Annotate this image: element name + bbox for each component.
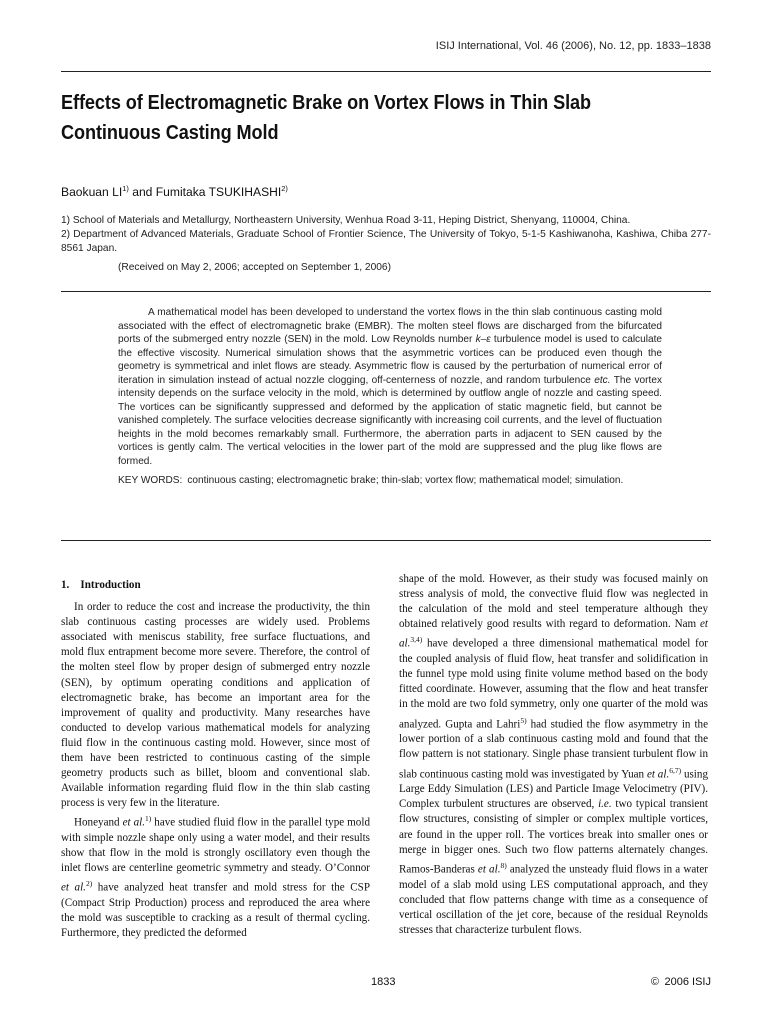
header-rule [61,71,711,72]
p2-part-a: Honeyand [74,817,123,830]
authors-and: and [128,185,156,200]
author-1-affil-mark: 1) [122,184,129,193]
et-al: et al. [477,863,501,876]
et-al: et al. [399,618,708,651]
right-column [399,572,708,938]
abstract-bottom-rule [61,540,711,541]
k-epsilon: k–ε [475,334,491,346]
p3-part-b: have developed a three dimensional mathematical model for the coupled analysis of fluid flow, heat transfer and solidification in the funnel type mold using finite volume method based on the body fitted coordinate. However, assuming that the flow and heat transfer in the mold are two fold symmetry, only one quarter of the mold was analyzed. Gupta and Lahri [399,638,708,731]
citation-3-4: 3,4) [410,635,423,645]
p2-part-c: have analyzed heat transfer and mold stress for the CSP (Compact Strip Production) process and reproduced the area where the mold was susceptible to cracking as a result of thermal cycling. Furthermore, they predicted the deformed [61,882,370,940]
affiliation-2: 2) Department of Advanced Materials, Graduate School of Frontier Science, The University of Tokyo, 5-1-5 Kashiwanoha, Kashiwa, Chiba 277-8561 Japan. [61,229,711,255]
page-number: 1833 [371,976,396,988]
p3-part-c: had studied the flow asymmetry in the lower portion of a slab continuous casting mold and found that the flow pattern is not stationary. Single phase transient turbulent flow in slab continuous casting mold was investigated by Yuan [399,718,708,781]
author-2: Fumitaka TSUKIHASHI [155,185,282,200]
intro-paragraph-1: In order to reduce the cost and increase the productivity, the thin slab continuous casting processes are widely used. Problems associated with meniscus stability, free surface fluctuations, and mold flux entrapment become more severe. Therefore, the control of the molten steel flow by proper design of submerged entry nozzle (SEN), by optimum operating conditions and application of electromagnetic brake, has become an important area for the improvement of quality and productivity. Many researches have conducted to develop various mathematical models for analyzing fluid flow in the continuous casting mold. However, since most of them have been restricted to continuous casting of the simple geometry products such as billet, bloom and conventional slab. Available information regarding fluid flow in the thin slab casting process is very few in the literature. [61,601,370,810]
abstract-text [118,306,662,469]
p3-part-f: analyzed the unsteady fluid flows in a water model of a slab mold using LES computational approach, and they concluded that flow patterns change with time as a consequence of vertical oscillation of the jet core, because of the residual Reynolds stresses that characterize turbulent flows. [399,863,708,936]
authors [61,184,288,199]
abstract [118,306,662,487]
p3-part-a: shape of the mold. However, as their study was focused mainly on stress analysis of mold, the convective fluid flow was neglected in the calculation of the mold and steel temperature although they obtained relatively good results with regard to deformation. Nam [399,573,708,631]
abstract-part-3: The vortex intensity depends on the surface velocity in the mold, which is determined by outflow angle of nozzle and casting speed. The vortices can be significantly suppressed and deformed by the application of static magnetic field, but cannot be vanished completely. The surface velocities decrease significantly with increasing coil currents, and the level of fluctuation heights in the mold becomes remarkably small. Furthermore, the aberration parts in adjacent to SEN caused by the vortices is gently calm. The vertical velocities in the lower part of the mold are suppressed and the plug like flows are formed. [118,374,662,468]
abstract-etc: etc. [594,374,611,386]
citation-8: 8) [500,860,507,870]
abstract-top-rule [61,291,711,292]
p2-part-b: have studied fluid flow in the parallel type mold with simple nozzle shape only using a water model, and their results show that flow in the mold is strongly oscillatory even though the inlet flows are centerline geometric symmetry and steady. O’Connor [61,817,370,875]
abstract-part-1: A mathematical model has been developed to understand the vortex flows in the thin slab continuous casting mold associated with the effect of electromagnetic brake (EMBR). The molten steel flows are discharged from the bifurcated ports of the submerged entry nozzle (SEN) in the mold. Low Reynolds number [118,307,662,346]
et-al: et al. [122,817,146,830]
et-al: et al. [646,768,670,781]
ie: i.e. [598,798,612,811]
citation-2: 2) [85,879,93,889]
p3-part-e: two typical transient flow structures, consisting of simpler or complex multiple vortices, are found in the upper roll. The vortices break into smaller ones or merge in bigger ones. Such two flow patterns alternately changes. Ramos-Banderas [399,798,708,876]
key-words: KEY WORDS: continuous casting; electromagnetic brake; thin-slab; vortex flow; mathematical model; simulation. [118,474,624,486]
abstract-part-2: turbulence model is used to calculate the effective viscosity. Numerical simulation shows that the asymmetric vortices can be produced even though the geometry is symmetrical and inlet flows are steady. Asymmetric flow is caused by the perturbation of numerical error of iteration in simulation instead of actual nozzle clogging, off-centerness of nozzle, and random turbulence [118,334,662,386]
affiliations [61,214,711,257]
section-heading-introduction: 1. Introduction [61,579,141,591]
author-1: Baokuan LI [61,185,123,200]
author-2-affil-mark: 2) [281,184,288,193]
p3-part-d: using Large Eddy Simulation (LES) and Particle Image Velocimetry (PIV). Complex turbulent structures are observed, [399,768,708,811]
copyright: © 2006 ISIJ [650,976,711,988]
received-dates: (Received on May 2, 2006; accepted on September 1, 2006) [118,262,391,273]
citation-5: 5) [520,715,527,725]
citation-6-7: 6,7) [669,765,682,775]
intro-paragraph-3 [399,572,708,938]
citation-1: 1) [145,814,152,824]
affiliation-1: 1) School of Materials and Metallurgy, Northeastern University, Wenhua Road 3-11, Heping District, Shenyang, 110004, China. [61,215,631,226]
paper-title: Effects of Electromagnetic Brake on Vortex Flows in Thin Slab Continuous Casting Mold [61,91,592,144]
journal-reference: ISIJ International, Vol. 46 (2006), No. 12, pp. 1833–1838 [435,40,711,52]
intro-paragraph-2 [61,811,370,941]
et-al: et al. [61,882,86,895]
left-column [61,572,370,942]
